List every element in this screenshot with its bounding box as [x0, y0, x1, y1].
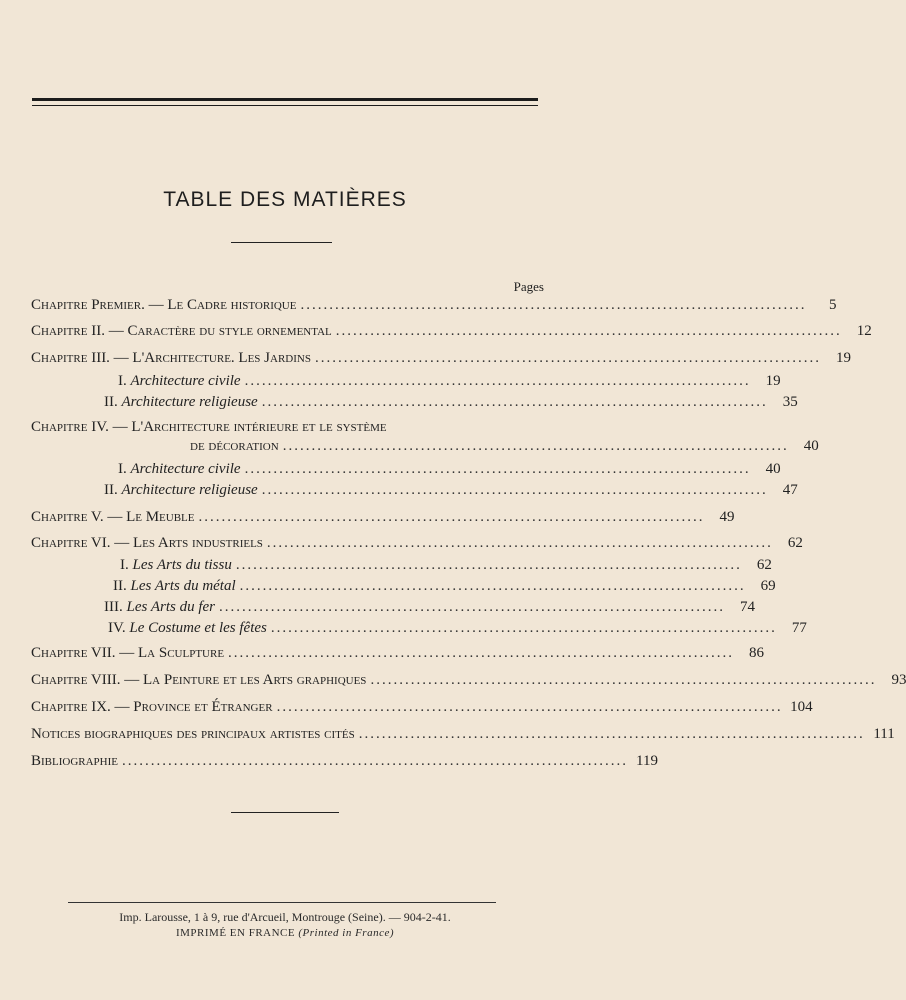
toc-subentry — [113, 577, 776, 595]
toc-entry — [31, 349, 851, 367]
toc-entry-page: 47 — [782, 482, 798, 498]
toc-entry-page: 111 — [873, 726, 895, 742]
printer-imprint: Imp. Larousse, 1 à 9, rue d'Arcueil, Montrouge (Seine). — 904-2-41. — [119, 910, 451, 924]
toc-entry-page: 5 — [828, 297, 837, 313]
toc-entry-label: Les Arts du tissu — [132, 557, 232, 573]
footer-rule — [68, 902, 496, 903]
toc-subentry — [104, 598, 755, 616]
leader-dots: ........................................................................................ — [122, 753, 628, 769]
toc-subentry-number: II. — [104, 482, 118, 498]
toc-subentry — [104, 393, 798, 411]
leader-dots: ........................................................................................ — [244, 373, 751, 389]
toc-entry-page: 35 — [782, 394, 798, 410]
toc-subentry — [120, 556, 772, 574]
toc-entry-label: Architecture civile — [130, 373, 241, 389]
toc-subentry — [118, 460, 781, 478]
toc-entry-page: 62 — [756, 557, 772, 573]
leader-dots: ........................................................................................ — [218, 599, 725, 615]
toc-entry-page: 40 — [765, 461, 781, 477]
toc-entry-page: 119 — [636, 753, 658, 769]
toc-entry — [31, 671, 906, 689]
leader-dots: ........................................................................................ — [266, 535, 773, 551]
toc-entry-label: Chapitre II. — Caractère du style ornemental — [31, 323, 332, 339]
toc-entry-page: 69 — [760, 578, 776, 594]
leader-dots: ........................................................................................ — [370, 672, 877, 688]
printed-in-english: (Printed in France) — [298, 927, 395, 939]
toc-entry-page: 86 — [749, 645, 765, 661]
toc-subentry-number: I. — [120, 557, 129, 573]
leader-dots: ........................................................................................ — [228, 645, 735, 661]
leader-dots: ........................................................................................ — [261, 394, 768, 410]
page-title: TABLE DES MATIÈRES — [163, 188, 407, 211]
toc-entry — [31, 644, 765, 662]
toc-entry-page: 49 — [719, 509, 735, 525]
printed-in-label: IMPRIMÉ EN FRANCE — [175, 927, 296, 939]
toc-entry-page: 62 — [787, 535, 803, 551]
toc-entry-label: Notices biographiques des principaux artistes cités — [31, 726, 355, 742]
toc-entry-label: Chapitre Premier. — Le Cadre historique — [31, 297, 297, 313]
bottom-rule — [231, 812, 339, 813]
toc-entry-label: de décoration — [190, 438, 279, 454]
toc-entry — [31, 508, 735, 526]
leader-dots: ........................................................................................ — [198, 509, 705, 525]
top-rule-thick — [32, 98, 538, 101]
leader-dots: ........................................................................................ — [335, 323, 842, 339]
toc-subentry-number: IV. — [108, 620, 126, 636]
toc-subentry-number: II. — [113, 578, 127, 594]
toc-entry-label: Chapitre V. — Le Meuble — [31, 509, 195, 525]
toc-entry-label: Chapitre VI. — Les Arts industriels — [31, 535, 263, 551]
toc-entry-label: Architecture religieuse — [121, 482, 258, 498]
toc-entry-page: 93 — [891, 672, 906, 688]
leader-dots: ........................................................................................ — [261, 482, 768, 498]
leader-dots: ........................................................................................ — [276, 699, 783, 715]
toc-entry-label: Chapitre IX. — Province et Étranger — [31, 699, 273, 715]
toc-entry-label: Les Arts du métal — [130, 578, 236, 594]
toc-entry-label: Chapitre VII. — La Sculpture — [31, 645, 225, 661]
leader-dots: ........................................................................................ — [358, 726, 865, 742]
toc-subentry — [118, 372, 781, 390]
pages-column-label: Pages — [513, 279, 544, 294]
toc-entry-label: Bibliographie — [31, 753, 118, 769]
toc-subentry-number: II. — [104, 394, 118, 410]
toc-entry — [31, 322, 872, 340]
toc-entry-page: 19 — [835, 350, 851, 366]
toc-entry — [31, 296, 837, 314]
title-rule — [231, 242, 332, 243]
toc-subentry-number: I. — [118, 461, 127, 477]
toc-entry-label: Chapitre III. — L'Architecture. Les Jardins — [31, 350, 311, 366]
toc-entry-label: Architecture religieuse — [121, 394, 258, 410]
toc-entry — [31, 752, 658, 770]
toc-entry-page: 104 — [790, 699, 813, 715]
leader-dots: ........................................................................................ — [239, 578, 746, 594]
leader-dots: ........................................................................................ — [282, 438, 789, 454]
toc-entry-first-line: Chapitre IV. — L'Architecture intérieure et le système — [31, 419, 387, 435]
toc-entry-page: 40 — [803, 438, 819, 454]
toc-entry-page: 77 — [791, 620, 807, 636]
toc-entry-label: Architecture civile — [130, 461, 241, 477]
toc-entry-page: 74 — [739, 599, 755, 615]
toc-entry-label: Les Arts du fer — [126, 599, 215, 615]
toc-subentry-number: I. — [118, 373, 127, 389]
leader-dots: ........................................................................................ — [244, 461, 751, 477]
toc-entry-page: 12 — [856, 323, 872, 339]
toc-entry-page: 19 — [765, 373, 781, 389]
toc-subentry-number: III. — [104, 599, 123, 615]
toc-subentry — [104, 481, 798, 499]
leader-dots: ........................................................................................ — [235, 557, 742, 573]
toc-entry — [31, 534, 803, 552]
leader-dots: ........................................................................................ — [314, 350, 821, 366]
toc-entry-label: Le Costume et les fêtes — [129, 620, 267, 636]
toc-entry — [31, 725, 895, 743]
leader-dots: ........................................................................................ — [270, 620, 777, 636]
leader-dots: ........................................................................................ — [300, 297, 807, 313]
toc-subentry — [108, 619, 807, 637]
toc-entry — [190, 437, 819, 455]
toc-entry — [31, 698, 813, 716]
toc-entry-label: Chapitre VIII. — La Peinture et les Arts graphiques — [31, 672, 367, 688]
printed-in-france — [0, 927, 570, 939]
top-rule-thin — [32, 105, 538, 106]
